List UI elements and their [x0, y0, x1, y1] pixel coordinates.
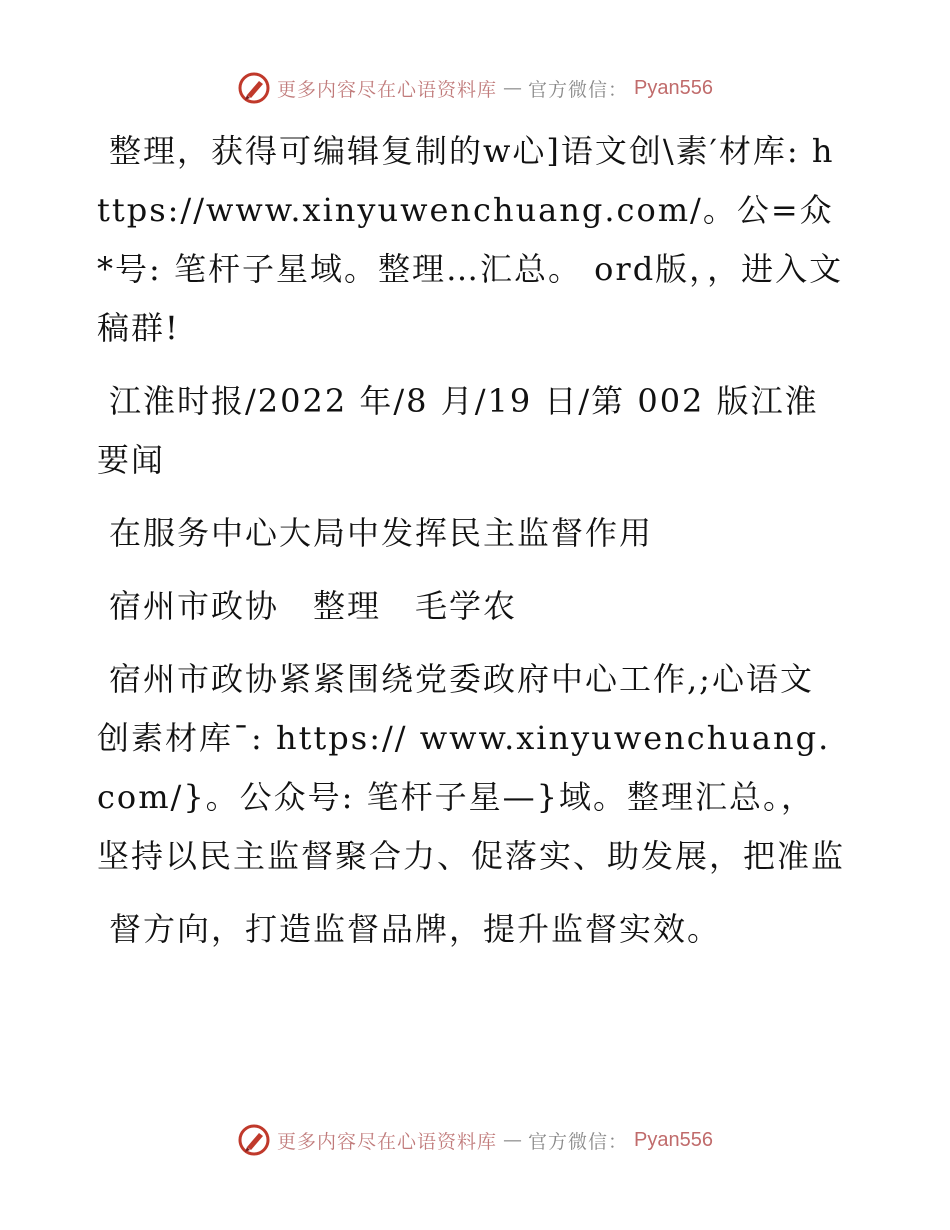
- paragraph-body-2: 督方向，打造监督品牌，提升监督实效。: [109, 910, 722, 948]
- watermark-separator: —: [503, 1129, 523, 1151]
- watermark-wechat-label: 官方微信：: [528, 78, 629, 101]
- paragraph-intro-notice: 整理，获得可编辑复制的w心]语文创\素′材库: https://www.xinyuwenchuang.com/。公=众*号: 笔杆子星域。整理…汇总。 ord版，，进入文稿群!: [97, 132, 844, 347]
- watermark-site-text: 更多内容尽在心语资料库: [277, 78, 498, 101]
- watermark-wechat-label: 官方微信：: [528, 1130, 629, 1153]
- article-title: 在服务中心大局中发挥民主监督作用: [109, 514, 654, 552]
- paragraph-body-1: 宿州市政协紧紧围绕党委政府中心工作,;心语文创素材库¯: https:// www.xinyuwenchuang.com/}。公众号: 笔杆子星—}域。整理汇总。，坚持以民主监督聚合力、促落实、助发展，把准监: [97, 660, 846, 875]
- footer-watermark-inner: [237, 1123, 713, 1157]
- pen-logo-icon: [237, 71, 271, 105]
- header-watermark: [0, 68, 950, 108]
- watermark-separator: —: [503, 77, 523, 99]
- article-byline: 宿州市政协 整理 毛学农: [109, 587, 518, 625]
- paragraph-source-line: 江淮时报/2022 年/8 月/19 日/第 002 版江淮要闻: [97, 382, 819, 479]
- watermark-wechat-id: Pyan556: [634, 76, 713, 99]
- watermark-wechat-id: Pyan556: [634, 1128, 713, 1151]
- watermark-site-text: 更多内容尽在心语资料库: [277, 1130, 498, 1153]
- header-watermark-inner: [237, 71, 713, 105]
- document-body: [97, 122, 847, 973]
- footer-watermark: [0, 1120, 950, 1160]
- pen-logo-icon: [237, 1123, 271, 1157]
